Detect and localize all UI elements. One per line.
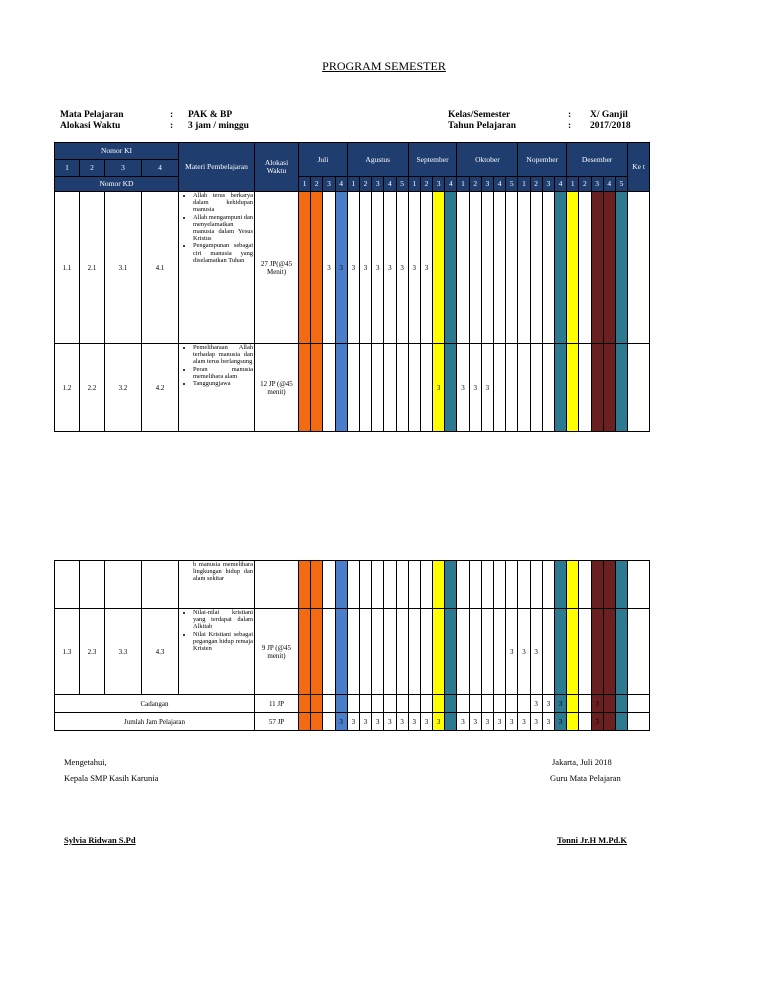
week-cell: 3: [530, 695, 542, 713]
week-cell: 3: [372, 192, 384, 344]
week-cell: [603, 609, 615, 695]
week-cell: [347, 561, 359, 609]
colon: :: [170, 110, 174, 120]
materi-header: Materi Pembelajaran: [179, 143, 255, 192]
ket-cell: [628, 561, 650, 609]
week-cell: [567, 609, 579, 695]
nomor-kd-header: Nomor KD: [55, 177, 179, 192]
materi-item: • Allah terus berkarya dalam kehidupan manusia: [193, 192, 253, 214]
week-cell: [494, 609, 506, 695]
week-cell: [481, 695, 493, 713]
week-cell: [299, 695, 311, 713]
week-cell: 3: [347, 713, 359, 731]
kd-cell: 3.3: [105, 609, 142, 695]
week-cell: [615, 609, 627, 695]
week-cell: [615, 561, 627, 609]
ki-col-header: 2: [80, 160, 105, 177]
week-cell: [359, 561, 371, 609]
week-number: 2: [469, 177, 481, 192]
program-table: [54, 142, 650, 432]
ket-cell: [628, 344, 650, 432]
week-cell: 3: [494, 713, 506, 731]
week-cell: [299, 609, 311, 695]
week-number: 5: [506, 177, 518, 192]
ket-cell: [628, 713, 650, 731]
alokasi-cell: [255, 561, 299, 609]
table-row: [55, 561, 650, 609]
week-number: 1: [408, 177, 420, 192]
week-cell: 3: [591, 695, 603, 713]
guru-label: Guru Mata Pelajaran: [550, 773, 621, 783]
week-cell: [530, 561, 542, 609]
week-cell: [335, 609, 347, 695]
week-cell: 3: [408, 192, 420, 344]
week-cell: 3: [481, 344, 493, 432]
week-cell: [299, 713, 311, 731]
week-number: 4: [554, 177, 566, 192]
week-cell: 3: [359, 192, 371, 344]
week-cell: [554, 609, 566, 695]
materi-list: [179, 609, 254, 652]
week-cell: 3: [384, 192, 396, 344]
kd-cell: 1.1: [55, 192, 80, 344]
week-cell: 3: [384, 713, 396, 731]
week-cell: [384, 609, 396, 695]
guru-signature-name: Tonni Jr.H M.Pd.K: [557, 835, 627, 845]
week-cell: [506, 695, 518, 713]
week-cell: [457, 192, 469, 344]
week-cell: 3: [396, 192, 408, 344]
table-row: [55, 609, 650, 695]
week-cell: 3: [433, 344, 445, 432]
week-cell: [457, 561, 469, 609]
kd-cell: 4.1: [142, 192, 179, 344]
month-header: Nopember: [518, 143, 567, 177]
week-number: 3: [433, 177, 445, 192]
week-cell: 3: [408, 713, 420, 731]
materi-list: [179, 192, 254, 264]
week-cell: [311, 695, 323, 713]
week-cell: [469, 561, 481, 609]
week-cell: [359, 609, 371, 695]
week-cell: [323, 609, 335, 695]
month-header: Juli: [299, 143, 348, 177]
materi-continued: b manusia memelihara lingkungan hidup dan alam sekitar: [193, 561, 253, 583]
week-cell: [445, 344, 457, 432]
week-cell: 3: [372, 713, 384, 731]
week-number: 2: [579, 177, 591, 192]
week-cell: [372, 695, 384, 713]
mata-pelajaran-value: PAK & BP: [188, 110, 233, 120]
week-cell: [433, 695, 445, 713]
summary-row: [55, 695, 650, 713]
week-number: 3: [372, 177, 384, 192]
week-cell: [506, 561, 518, 609]
table-row: [55, 344, 650, 432]
week-cell: [494, 344, 506, 432]
materi-cell: [179, 609, 255, 695]
week-cell: [579, 695, 591, 713]
week-cell: [420, 561, 432, 609]
week-cell: 3: [323, 192, 335, 344]
materi-cell: [179, 561, 255, 609]
week-cell: 3: [591, 713, 603, 731]
week-cell: [396, 609, 408, 695]
kd-cell: 1.3: [55, 609, 80, 695]
week-cell: [615, 192, 627, 344]
week-cell: [372, 609, 384, 695]
week-cell: [408, 344, 420, 432]
colon: :: [568, 121, 572, 131]
summary-label: Jumlah Jam Pelajaran: [55, 713, 255, 731]
materi-item: • Peran manusia memelihara alam: [193, 366, 253, 380]
week-cell: [615, 713, 627, 731]
materi-item: • Nilai Kristiani sebagai pegangan hidup remaja Kristen: [193, 631, 253, 653]
month-header: Agustus: [347, 143, 408, 177]
materi-list: [179, 344, 254, 387]
alokasi-header: Alokasi Waktu: [255, 143, 299, 192]
week-cell: [494, 192, 506, 344]
week-cell: [408, 695, 420, 713]
week-cell: [457, 609, 469, 695]
week-cell: [359, 695, 371, 713]
alokasi-cell: 9 JP (@45 menit): [255, 609, 299, 695]
week-cell: [530, 192, 542, 344]
week-cell: 3: [457, 344, 469, 432]
week-cell: [518, 344, 530, 432]
week-cell: [542, 192, 554, 344]
week-cell: [445, 609, 457, 695]
kd-cell: 3.1: [105, 192, 142, 344]
alokasi-cell: 27 JP(@45 Menit): [255, 192, 299, 344]
alokasi-value: 3 jam / minggu: [188, 121, 249, 131]
table-row: [55, 192, 650, 344]
week-cell: [579, 713, 591, 731]
summary-label: Cadangan: [55, 695, 255, 713]
ki-col-header: 1: [55, 160, 80, 177]
week-cell: [615, 695, 627, 713]
week-cell: 3: [396, 713, 408, 731]
week-cell: [518, 192, 530, 344]
kd-cell: [142, 561, 179, 609]
week-cell: [299, 344, 311, 432]
week-cell: [481, 561, 493, 609]
kepala-label: Kepala SMP Kasih Karunia: [64, 773, 159, 783]
week-cell: [445, 713, 457, 731]
week-cell: [311, 192, 323, 344]
week-cell: 3: [554, 713, 566, 731]
kd-cell: 4.2: [142, 344, 179, 432]
week-cell: 3: [347, 192, 359, 344]
week-cell: [579, 561, 591, 609]
kelas-value: X/ Ganjil: [590, 110, 628, 120]
week-cell: [457, 695, 469, 713]
week-cell: [615, 344, 627, 432]
week-cell: 3: [518, 713, 530, 731]
week-cell: [384, 344, 396, 432]
materi-cell: [179, 192, 255, 344]
week-cell: 3: [359, 713, 371, 731]
week-cell: [591, 561, 603, 609]
materi-item: • Allah mengampuni dan menyelamatkan manusia dalam Yesus Kristus: [193, 214, 253, 243]
week-number: 4: [494, 177, 506, 192]
kelas-label: Kelas/Semester: [448, 110, 511, 120]
week-number: 3: [591, 177, 603, 192]
ki-col-header: 3: [105, 160, 142, 177]
week-cell: [603, 713, 615, 731]
tahun-label: Tahun Pelajaran: [448, 121, 517, 131]
meta-right: [448, 110, 631, 132]
week-cell: [603, 695, 615, 713]
week-cell: [299, 561, 311, 609]
week-cell: [311, 609, 323, 695]
week-cell: [554, 561, 566, 609]
mata-pelajaran-label: Mata Pelajaran: [60, 110, 124, 120]
week-cell: 3: [469, 344, 481, 432]
week-cell: [347, 609, 359, 695]
program-table-continued: [54, 560, 650, 731]
week-cell: [567, 192, 579, 344]
week-cell: [445, 695, 457, 713]
week-cell: [323, 561, 335, 609]
week-cell: [335, 344, 347, 432]
week-cell: [469, 609, 481, 695]
week-cell: [518, 561, 530, 609]
week-number: 3: [323, 177, 335, 192]
kd-cell: 3.2: [105, 344, 142, 432]
week-cell: 3: [335, 713, 347, 731]
week-cell: [554, 192, 566, 344]
week-cell: 3: [481, 713, 493, 731]
week-cell: [603, 344, 615, 432]
kd-cell: 4.3: [142, 609, 179, 695]
week-cell: [384, 561, 396, 609]
week-cell: [372, 344, 384, 432]
week-cell: 3: [554, 695, 566, 713]
week-cell: 3: [433, 713, 445, 731]
colon: :: [170, 121, 174, 131]
week-cell: [396, 695, 408, 713]
week-number: 4: [335, 177, 347, 192]
ket-cell: [628, 609, 650, 695]
kd-cell: 1.2: [55, 344, 80, 432]
kepala-signature-name: Sylvia Ridwan S.Pd: [64, 835, 136, 845]
week-cell: [591, 344, 603, 432]
kd-cell: 2.1: [80, 192, 105, 344]
week-cell: [433, 609, 445, 695]
week-cell: [311, 713, 323, 731]
week-number: 3: [542, 177, 554, 192]
alokasi-label: Alokasi Waktu: [60, 121, 121, 131]
week-cell: [420, 344, 432, 432]
nomor-ki-header: Nomor KI: [55, 143, 179, 160]
week-number: 4: [603, 177, 615, 192]
week-number: 2: [359, 177, 371, 192]
week-number: 4: [384, 177, 396, 192]
week-cell: [567, 561, 579, 609]
week-number: 1: [567, 177, 579, 192]
ket-cell: [628, 192, 650, 344]
week-cell: 3: [542, 713, 554, 731]
week-cell: [396, 344, 408, 432]
week-cell: [396, 561, 408, 609]
week-cell: [530, 344, 542, 432]
week-cell: [481, 192, 493, 344]
week-number: 2: [311, 177, 323, 192]
page-title: PROGRAM SEMESTER: [322, 59, 446, 73]
week-number: 3: [481, 177, 493, 192]
materi-item: • Pemeliharaan Allah terhadap manusia dan alam terus berlangsung: [193, 344, 253, 366]
week-cell: [554, 344, 566, 432]
week-number: 5: [615, 177, 627, 192]
week-cell: 3: [469, 713, 481, 731]
kd-cell: [105, 561, 142, 609]
week-cell: 3: [506, 609, 518, 695]
week-cell: 3: [518, 609, 530, 695]
week-number: 1: [347, 177, 359, 192]
week-cell: [335, 695, 347, 713]
week-number: 2: [530, 177, 542, 192]
week-cell: [347, 695, 359, 713]
week-cell: [372, 561, 384, 609]
week-cell: [542, 561, 554, 609]
week-cell: [469, 192, 481, 344]
week-cell: [494, 561, 506, 609]
week-number: 2: [420, 177, 432, 192]
week-cell: [567, 713, 579, 731]
week-cell: [433, 192, 445, 344]
week-cell: [506, 344, 518, 432]
week-number: 5: [396, 177, 408, 192]
week-cell: [603, 561, 615, 609]
tahun-value: 2017/2018: [590, 121, 631, 131]
ki-col-header: 4: [142, 160, 179, 177]
week-cell: [506, 192, 518, 344]
month-header: Desember: [567, 143, 628, 177]
week-cell: [591, 609, 603, 695]
week-cell: [335, 561, 347, 609]
week-cell: [469, 695, 481, 713]
summary-alokasi: 57 JP: [255, 713, 299, 731]
week-number: 1: [299, 177, 311, 192]
summary-alokasi: 11 JP: [255, 695, 299, 713]
week-cell: [445, 561, 457, 609]
week-number: 1: [518, 177, 530, 192]
week-cell: [347, 344, 359, 432]
week-cell: [311, 344, 323, 432]
week-cell: [433, 561, 445, 609]
week-cell: [567, 344, 579, 432]
colon: :: [568, 110, 572, 120]
week-cell: [359, 344, 371, 432]
week-cell: [567, 695, 579, 713]
week-cell: 3: [457, 713, 469, 731]
week-cell: 3: [420, 192, 432, 344]
alokasi-cell: 12 JP (@45 menit): [255, 344, 299, 432]
week-cell: [323, 713, 335, 731]
kd-cell: 2.2: [80, 344, 105, 432]
week-cell: [579, 609, 591, 695]
week-cell: [518, 695, 530, 713]
week-cell: [579, 344, 591, 432]
week-cell: [591, 192, 603, 344]
week-cell: [542, 609, 554, 695]
week-cell: [494, 695, 506, 713]
month-header: Oktober: [457, 143, 518, 177]
week-cell: 3: [542, 695, 554, 713]
week-cell: 3: [530, 713, 542, 731]
kd-cell: [55, 561, 80, 609]
week-cell: [542, 344, 554, 432]
week-cell: [420, 609, 432, 695]
materi-item: • Pengampunan sebagai ciri manusia yang diselamatkan Tuhan: [193, 242, 253, 264]
week-cell: 3: [506, 713, 518, 731]
ket-header: Ke t: [628, 143, 650, 192]
week-cell: [323, 344, 335, 432]
week-cell: [384, 695, 396, 713]
week-cell: [408, 561, 420, 609]
place-date: Jakarta, Juli 2018: [552, 757, 612, 767]
week-cell: [408, 609, 420, 695]
kd-cell: [80, 561, 105, 609]
week-cell: [481, 609, 493, 695]
mengetahui-label: Mengetahui,: [64, 757, 107, 767]
week-cell: 3: [335, 192, 347, 344]
week-number: 4: [445, 177, 457, 192]
materi-item: • Nilai-nilai kristiani yang terdapat dalam Alkitab: [193, 609, 253, 631]
week-cell: [579, 192, 591, 344]
week-cell: 3: [420, 713, 432, 731]
week-cell: [420, 695, 432, 713]
month-header: September: [408, 143, 457, 177]
kd-cell: 2.3: [80, 609, 105, 695]
week-cell: [299, 192, 311, 344]
materi-item: • Tanggungjawa: [193, 380, 253, 387]
week-number: 1: [457, 177, 469, 192]
week-cell: [445, 192, 457, 344]
meta-left: [60, 110, 249, 132]
ket-cell: [628, 695, 650, 713]
week-cell: [311, 561, 323, 609]
week-cell: [603, 192, 615, 344]
materi-cell: [179, 344, 255, 432]
week-cell: 3: [530, 609, 542, 695]
summary-row: [55, 713, 650, 731]
week-cell: [323, 695, 335, 713]
